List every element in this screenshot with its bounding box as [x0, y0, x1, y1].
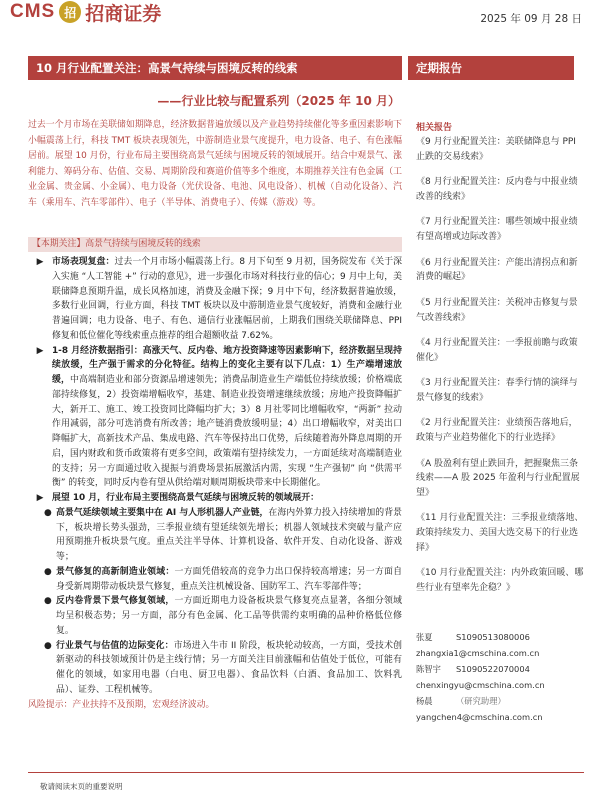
- author-block: [416, 629, 584, 726]
- bullet-text: 中高端制造业和部分资源品增速领先；消费品制造业生产端低位持续放缓；价格端底部持续修复，2）投资端增幅收窄，基建、制造业投资增速继续放缓；房地产投资降幅扩大，新开工、施工、竣工投资同比降幅均扩大；3）8 月社零同比增幅收窄，“两新” 拉动作用减弱，部分可选消费有所改善；地产链消费放缓明显；4）出口增幅收窄，对美出口降幅扩大，高新技术产品、集成电路、汽车等保持出口优势，后续随着海外降息周期的开启，国内财政和货币政策将有更多空间，政策端有望持续发力，一方面延续对高端制造业的支持；另一方面通过收入提振与消费场景拓展激活内需，实现 “生产强韧” 向 “供需平衡” 的转变，同时反内卷有望从供给端对顺周期板块带来中长期催化。: [52, 375, 403, 489]
- related-report-link[interactable]: 《5 月行业配置关注：关税冲击修复与景气改善线索》: [416, 297, 578, 323]
- bullet-text: 一方面凭借较高的竞争力出口保持较高增速；另一方面自身受新周期带动板块景气修复，重点关注机械设备、国防军工、汽车零部件等；: [56, 566, 403, 592]
- report-type-heading: 定期报告: [408, 56, 574, 80]
- triangle-bullet-icon: ▶: [36, 257, 44, 267]
- bullet-heading: 1-8 月经济数据指引：高涨天气、反内卷、地方投资降速等因素影响下，经济数据呈现持续放缓，生产强于需求的分化特征。结构上的变化主要有以下几点：1）生产端增速放缓，: [52, 345, 402, 385]
- footer-disclaimer: 敬请阅读末页的重要说明: [40, 782, 123, 791]
- bullet-text: 一方面近期电力设备板块景气修复亮点显著，各细分领域均呈积极态势；另一方面，部分有色金属、化工品等供需约束明确的品种价格低位修复。: [56, 596, 403, 636]
- bullet-item: [28, 344, 402, 492]
- bullet-heading: 高景气延续领域主要集中在 AI 与人形机器人产业链，: [56, 507, 269, 518]
- triangle-bullet-icon: ▶: [36, 345, 44, 356]
- bullet-text: 市场进入牛市 II 阶段，板块轮动较高，一方面，受技术创新驱动的科技领域预计仍是主线行情；另一方面关注目前涨幅和估值处于低位，可能有催化的领域，如家用电器（白电、厨卫电器）、食品饮料（白酒、食品加工、饮料乳品）、证券、工程机械等。: [56, 640, 403, 695]
- company-logo: [10, 0, 161, 24]
- related-reports-label: 相关报告: [416, 123, 453, 133]
- related-report-link[interactable]: 《3 月行业配置关注：春季行情的演绎与景气修复的线索》: [416, 378, 578, 403]
- bullet-heading: 景气修复的高新制造业领域：: [56, 566, 175, 577]
- risk-warning: 风险提示：产业扶持不及预期，宏观经济波动。: [28, 699, 215, 710]
- dot-bullet-icon: ●: [44, 566, 52, 577]
- related-report-link[interactable]: 《4 月行业配置关注：一季报前瞻与政策催化》: [416, 337, 578, 363]
- report-date: 2025 年 09 月 28 日: [480, 13, 582, 25]
- footer-divider: [28, 772, 584, 773]
- author-role: （研究助理）: [456, 696, 506, 707]
- dot-bullet-icon: ●: [44, 507, 52, 518]
- sub-bullet-item: [28, 639, 402, 698]
- related-report-link[interactable]: 《11 月行业配置关注：三季报业绩落地、政策持续发力、美国大选交易下的行业选择》: [416, 513, 584, 554]
- related-report-link[interactable]: 《8 月行业配置关注：反内卷与中报业绩改善的线索》: [416, 177, 578, 202]
- dot-bullet-icon: ●: [44, 640, 52, 651]
- related-report-link[interactable]: 《7 月行业配置关注：哪些领域中报业绩有望高增或边际改善》: [416, 217, 578, 243]
- author-line: [416, 629, 584, 645]
- author-email[interactable]: chenxingyu@cmschina.com.cn: [416, 680, 545, 691]
- logo-chinese: 招商证券: [85, 2, 162, 25]
- bullet-item: [28, 255, 402, 344]
- sub-bullet-item: [28, 594, 402, 638]
- author-name: 杨晨: [416, 696, 433, 707]
- summary-paragraph: 过去一个月市场在美联储如期降息，经济数据普遍放缓以及产业趋势持续催化等多重因素影响下小幅震荡上行，科技 TMT 板块表现领先，中游制造业景气度提升，电力设备、电子、有色涨幅居前。展望 10 月份，行业布局主要围绕高景气延续与困境反转的领域展开。结合中观景气、涨利能力、筹码分布、估值、交易、周期阶段和赛道价值等多个维度，本期推荐关注有色金属（工业金属、贵金属、小金属）、电力设备（光伏设备、电池、风电设备）、机械（自动化设备）、汽车（乘用车、汽车零部件）、电子（半导体、消费电子）、传媒（游戏）等。: [28, 120, 402, 208]
- author-line: [416, 693, 584, 709]
- related-report-link[interactable]: 《2 月行业配置关注：业绩预告落地后，政策与产业趋势催化下的行业选择》: [416, 418, 578, 444]
- related-report-link[interactable]: 《A 股盈利有望止跌回升，把握聚焦三条线索——A 股 2025 年盈利与行业配置展望》: [416, 458, 580, 499]
- author-name: 陈智宇: [416, 664, 441, 675]
- bullet-heading: 市场表现复盘：: [52, 257, 115, 267]
- bullet-list: [28, 255, 402, 712]
- logo-seal-icon: 招: [59, 1, 81, 23]
- bullet-heading: 反内卷背景下景气修复领域，: [56, 596, 175, 607]
- related-report-link[interactable]: 《9 月行业配置关注：美联储降息与 PPI 止跌的交易线索》: [416, 137, 576, 162]
- bullet-text: 在海内外算力投入持续增加的背景下，板块增长势头强劲，三季报业绩有望延续领先增长；机器人领域技术突破与量产应用预期推升板块景气度。重点关注半导体、计算机设备、软件开发、自动化设备、游戏等；: [56, 507, 402, 562]
- report-subtitle: ——行业比较与配置系列（2025 年 10 月）: [157, 94, 400, 108]
- author-name: 张夏: [416, 632, 433, 642]
- author-line: [416, 661, 584, 677]
- logo-latin: CMS: [10, 1, 56, 22]
- page-header: [0, 0, 600, 34]
- author-email[interactable]: zhangxia1@cmschina.com.cn: [416, 648, 540, 659]
- related-report-link[interactable]: 《10 月行业配置关注：内外政策回暖、哪些行业有望率先企稳？》: [416, 568, 584, 594]
- triangle-bullet-icon: ▶: [36, 493, 44, 503]
- bullet-item: [28, 491, 402, 506]
- bullet-heading: 展望 10 月，行业布局主要围绕高景气延续与困境反转的领域展开：: [52, 493, 320, 503]
- author-license: S1090513080006: [456, 632, 530, 642]
- related-reports-list: [416, 135, 584, 607]
- dot-bullet-icon: ●: [44, 596, 52, 607]
- sub-bullet-item: [28, 506, 402, 565]
- focus-heading: 【本期关注】高景气持续与困境反转的线索: [28, 237, 402, 252]
- bullet-heading: 行业景气与估值的边际变化：: [56, 640, 174, 651]
- author-license: S1090522070004: [456, 664, 530, 675]
- report-title: 10 月行业配置关注：高景气持续与困境反转的线索: [28, 56, 402, 80]
- bullet-text: 过去一个月市场小幅震荡上行。8 月下旬至 9 月初，国务院发布《关于深入实施 “人工智能 +” 行动的意见》，进一步强化市场对科技行业的信心；9 月中上旬，美联储降息预期升温，成长风格加速，消费及金融下探；9 月中下旬，经济数据普遍放缓，多数行业回调，行业方面，科技 TMT 板块以及中游制造业景气度较好，消费和金融行业普遍回调；电力设备、电子、有色、通信行业涨幅居前，上期我们围绕关联储降息、PPI 修复和低位催化等线索重点推荐的组合超额收益 7.62%。: [52, 257, 402, 341]
- sub-bullet-item: [28, 565, 402, 595]
- related-report-link[interactable]: 《6 月行业配置关注：产能出清拐点和新消费的崛起》: [416, 257, 578, 283]
- author-email[interactable]: yangchen4@cmschina.com.cn: [416, 712, 543, 723]
